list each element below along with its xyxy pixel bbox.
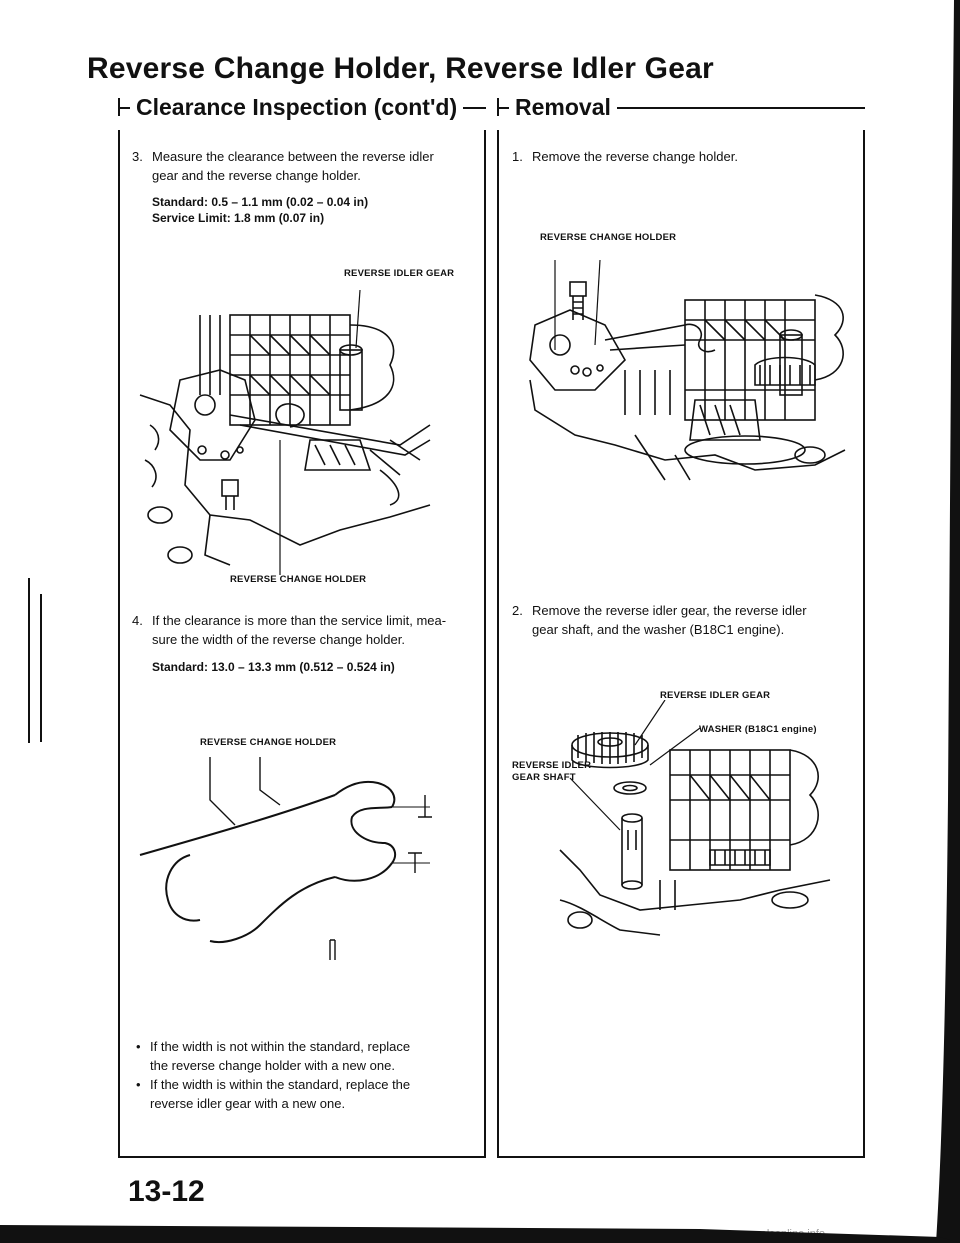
step-number: 2.	[512, 603, 523, 618]
step-text-line: sure the width of the reverse change holder.	[152, 632, 405, 647]
step-text-line: gear and the reverse change holder.	[152, 168, 361, 183]
step-text-line: Remove the reverse idler gear, the reverse idler	[532, 603, 807, 618]
width-check-notes	[134, 1037, 464, 1113]
binding-mark	[40, 594, 42, 742]
clearance-measurement-illustration	[130, 255, 460, 585]
section-title-removal: Removal	[515, 93, 611, 120]
header-rule	[617, 107, 865, 109]
step-text-line: If the clearance is more than the service limit, mea-	[152, 613, 447, 628]
label-reverse-change-holder: REVERSE CHANGE HOLDER	[200, 737, 337, 748]
right-section-header	[497, 90, 865, 124]
step-number: 4.	[132, 613, 143, 628]
page-title: Reverse Change Holder, Reverse Idler Gear	[87, 52, 714, 85]
step-text-line: Remove the reverse change holder.	[532, 149, 738, 164]
step-text-line: gear shaft, and the washer (B18C1 engine).	[532, 622, 785, 637]
holder-width-illustration	[130, 745, 460, 985]
header-rule	[499, 107, 509, 109]
holder-width-spec: Standard: 13.0 – 13.3 mm (0.512 – 0.524 in)	[152, 660, 395, 674]
left-section-header	[118, 90, 486, 124]
page-edge-shadow	[936, 0, 960, 1243]
label-reverse-change-holder: REVERSE CHANGE HOLDER	[230, 574, 367, 585]
note-item: • If the width is within the standard, replace the reverse idler gear with a new one.	[134, 1075, 464, 1113]
note-item: • If the width is not within the standard, replace the reverse change holder with a new one.	[134, 1037, 464, 1075]
service-limit-spec: Service Limit: 1.8 mm (0.07 in)	[152, 211, 325, 225]
section-title-clearance: Clearance Inspection (cont'd)	[136, 93, 458, 120]
label-reverse-idler-gear: REVERSE IDLER GEAR	[660, 690, 771, 701]
binding-mark	[28, 578, 30, 743]
label-reverse-idler-gear: REVERSE IDLER GEAR	[344, 268, 455, 279]
holder-removal-illustration	[515, 240, 855, 530]
label-reverse-change-holder: REVERSE CHANGE HOLDER	[540, 232, 677, 243]
step-number: 3.	[132, 149, 143, 164]
bottom-edge-shadow	[0, 1223, 960, 1243]
label-reverse-idler-gear-shaft-line2: GEAR SHAFT	[512, 772, 576, 783]
step-text-line: Measure the clearance between the reverse idler	[152, 149, 434, 164]
idler-gear-removal-illustration	[540, 700, 840, 960]
header-rule	[463, 107, 486, 109]
label-reverse-idler-gear-shaft-line1: REVERSE IDLER	[512, 760, 592, 771]
page-number: 13-12	[128, 1175, 205, 1208]
label-washer: WASHER (B18C1 engine)	[699, 724, 817, 735]
standard-clearance-spec: Standard: 0.5 – 1.1 mm (0.02 – 0.04 in)	[152, 195, 369, 209]
header-rule	[120, 107, 130, 109]
step-number: 1.	[512, 149, 523, 164]
